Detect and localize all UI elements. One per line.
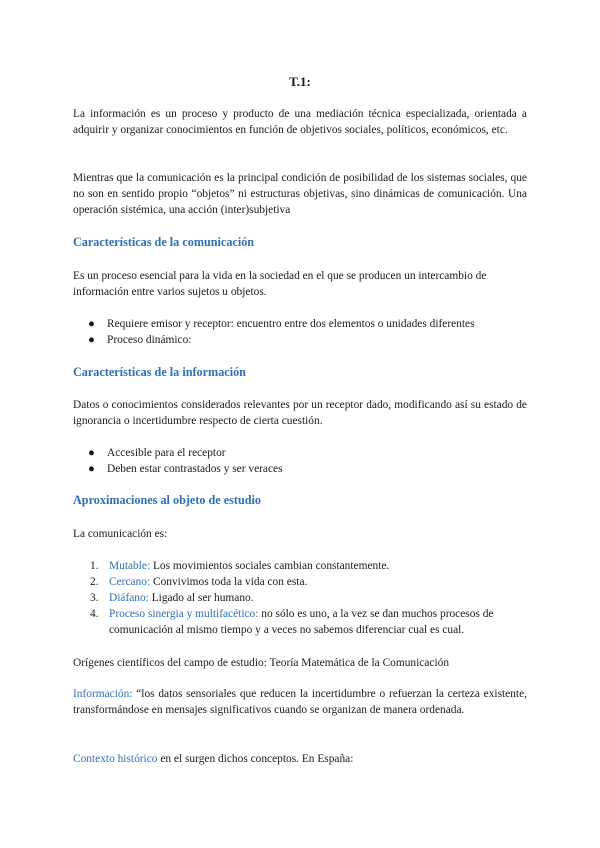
definition-text: “los datos sensoriales que reducen la incertidumbre o refuerzan la certeza existente, transformándose en mensajes significativos cuando se organizan de manera ordenada.	[73, 688, 527, 716]
contexto-text: en el surgen dichos conceptos. En España:	[157, 753, 354, 765]
origenes-paragraph: Orígenes científicos del campo de estudio: Teoría Matemática de la Comunicación	[73, 657, 450, 669]
heading-comunicacion: Características de la comunicación	[73, 235, 255, 249]
list-item	[73, 461, 527, 477]
list-item-text: Los movimientos sociales cambian constantemente.	[150, 560, 390, 572]
list-number: 1.	[90, 560, 99, 572]
heading-informacion: Características de la información	[73, 365, 246, 379]
informacion-definition	[73, 686, 527, 718]
page-title: T.1:	[289, 74, 311, 89]
intro-paragraph-2: Mientras que la comunicación es la principal condición de posibilidad de los sistemas sociales, que no son en sentido propio “objetos” ni estructuras objetivas, sino dinámicas de comunicación. Una operación sistémica, una acción (inter)subjetiva	[73, 172, 527, 216]
list-item-text: no sólo es uno, a la vez se dan muchos procesos de comunicación al mismo tiempo y a veces no sabemos diferenciar cual es cual.	[109, 608, 494, 636]
list-item-text: Accesible para el receptor	[107, 447, 226, 459]
list-term: Diáfano:	[109, 592, 149, 604]
definition-term: Información:	[73, 688, 133, 700]
comunicacion-bullets	[73, 316, 527, 348]
aproximaciones-intro: La comunicación es:	[73, 528, 168, 540]
list-term: Mutable:	[109, 560, 151, 572]
list-item-text: Requiere emisor y receptor: encuentro entre dos elementos o unidades diferentes	[107, 318, 475, 330]
list-term: Cercano:	[109, 576, 151, 588]
intro-paragraph-1: La información es un proceso y producto de una mediación técnica especializada, orientada a adquirir y organizar conocimientos en función de objetivos sociales, políticos, económicos, etc.	[73, 108, 527, 136]
list-number: 3.	[90, 592, 99, 604]
bullet-icon: ●	[88, 463, 95, 475]
bullet-icon: ●	[88, 334, 95, 346]
heading-aproximaciones: Aproximaciones al objeto de estudio	[73, 493, 262, 507]
informacion-bullets	[73, 445, 527, 477]
list-term: Proceso sinergia y multifacético:	[109, 608, 259, 620]
list-item	[73, 332, 527, 348]
aproximaciones-list	[73, 558, 527, 638]
list-number: 2.	[90, 576, 99, 588]
list-item	[73, 574, 527, 590]
comunicacion-text: Es un proceso esencial para la vida en la sociedad en el que se producen un intercambio de información entre varios sujetos u objetos.	[73, 270, 487, 298]
contexto-term: Contexto histórico	[73, 753, 158, 765]
list-item-text: Deben estar contrastados y ser veraces	[107, 463, 283, 475]
contexto-paragraph	[73, 751, 527, 767]
list-number: 4.	[90, 608, 99, 620]
list-item	[73, 445, 527, 461]
list-item-text: Ligado al ser humano.	[148, 592, 254, 604]
list-item	[73, 606, 527, 638]
informacion-text: Datos o conocimientos considerados relevantes por un receptor dado, modificando así su estado de ignorancia o incertidumbre respecto de cierta cuestión.	[73, 399, 527, 427]
list-item	[73, 316, 527, 332]
bullet-icon: ●	[88, 318, 95, 330]
bullet-icon: ●	[88, 447, 95, 459]
list-item-text: Proceso dinámico:	[107, 334, 192, 346]
list-item	[73, 590, 527, 606]
list-item	[73, 558, 527, 574]
list-item-text: Convivimos toda la vida con esta.	[150, 576, 308, 588]
